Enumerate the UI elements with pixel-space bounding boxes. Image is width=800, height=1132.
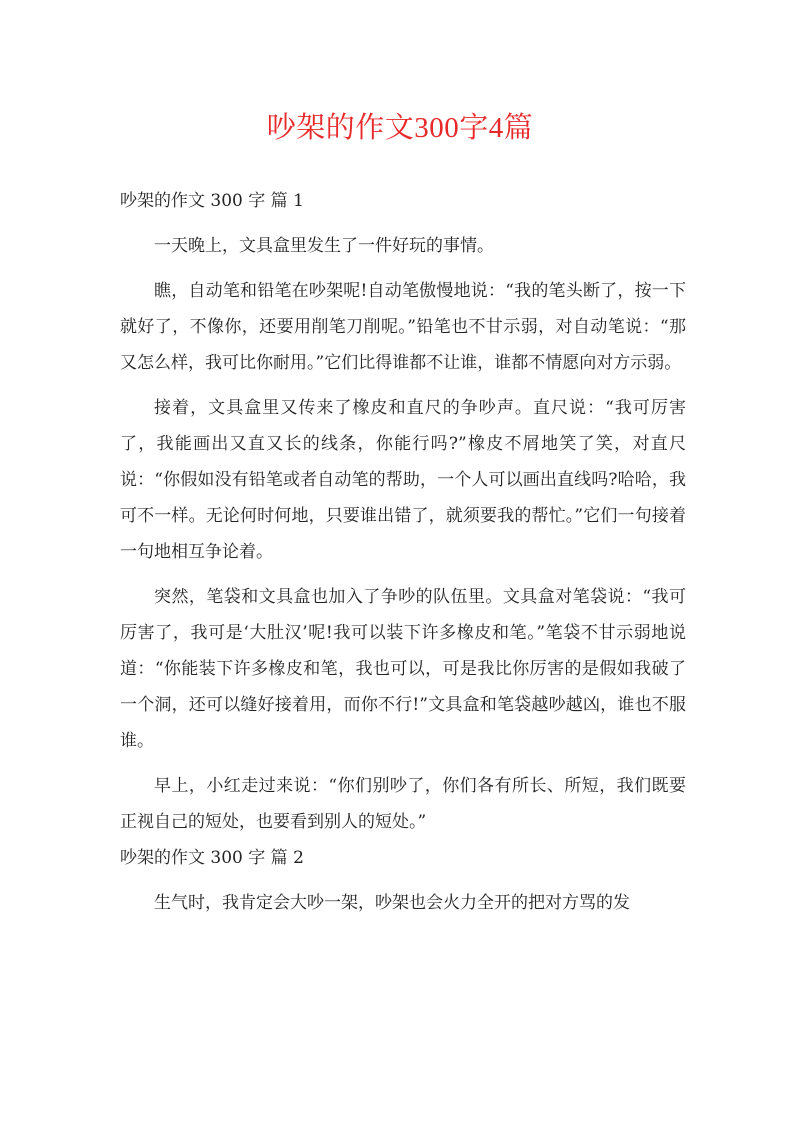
document-body <box>120 183 686 930</box>
paragraph: 瞧，自动笔和铅笔在吵架呢!自动笔傲慢地说：“我的笔头断了，按一下就好了，不像你，还要用削笔刀削呢。”铅笔也不甘示弱，对自动笔说：“那又怎么样，我可比你耐用。”它们比得谁都不让谁，谁都不情愿向对方示弱。 <box>120 281 686 373</box>
section-heading: 吵架的作文 300 字 篇 1 <box>120 191 304 211</box>
paragraph: 接着，文具盒里又传来了橡皮和直尺的争吵声。直尺说：“我可厉害了，我能画出又直又长的线条，你能行吗?”橡皮不屑地笑了笑，对直尺说：“你假如没有铅笔或者自动笔的帮助，一个人可以画出直线吗?哈哈，我可不一样。无论何时何地，只要谁出错了，就须要我的帮忙。”它们一句接着一句地相互争论着。 <box>120 398 686 562</box>
section-1 <box>120 183 686 840</box>
paragraph: 一天晚上，文具盒里发生了一件好玩的事情。 <box>154 236 494 256</box>
section-heading: 吵架的作文 300 字 篇 2 <box>120 848 304 868</box>
paragraph: 突然，笔袋和文具盒也加入了争吵的队伍里。文具盒对笔袋说：“我可厉害了，我可是‘大肚汉’呢!我可以装下许多橡皮和笔。”笔袋不甘示弱地说道：“你能装下许多橡皮和笔，我也可以，可是我比你厉害的是假如我破了一个洞，还可以缝好接着用，而你不行!”文具盒和笔袋越吵越凶，谁也不服谁。 <box>120 587 686 751</box>
paragraph: 生气时，我肯定会大吵一架，吵架也会火力全开的把对方骂的发 <box>154 893 630 913</box>
paragraph: 早上，小红走过来说：“你们别吵了，你们各有所长、所短，我们既要正视自己的短处，也要看到别人的短处。” <box>120 776 686 832</box>
document-title: 吵架的作文300字4篇 <box>266 112 534 144</box>
section-2 <box>120 840 686 921</box>
